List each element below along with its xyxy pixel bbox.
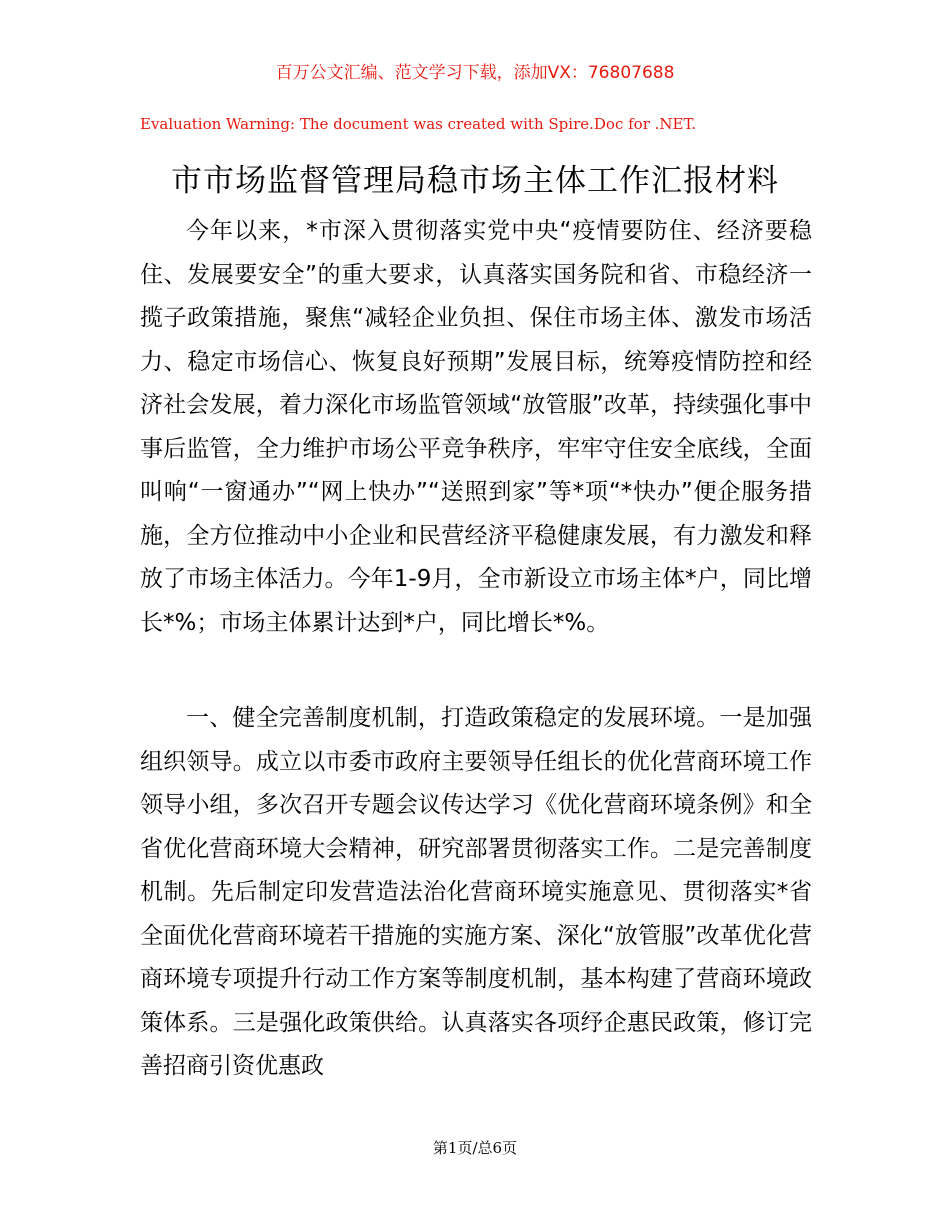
page-number-footer: 第1页/总6页 [432, 1139, 518, 1157]
document-body-section-2 [140, 697, 812, 1089]
header-banner: 百万公文汇编、范文学习下载，添加VX：76807688 [275, 63, 675, 83]
document-title: 市市场监督管理局稳市场主体工作汇报材料 [171, 163, 779, 199]
evaluation-warning: Evaluation Warning: The document was created with Spire.Doc for .NET. [140, 115, 697, 133]
paragraph-intro: 今年以来，*市深入贯彻落实党中央“疫情要防住、经济要稳住、发展要安全”的重大要求，认真落实国务院和省、市稳经济一揽子政策措施，聚焦“减轻企业负担、保住市场主体、激发市场活力、稳定市场信心、恢复良好预期”发展目标，统筹疫情防控和经济社会发展，着力深化市场监管领域“放管服”改革，持续强化事中事后监管，全力维护市场公平竞争秩序，牢牢守住安全底线，全面叫响“一窗通办”“网上快办”“送照到家”等*项“*快办”便企服务措施，全方位推动中小企业和民营经济平稳健康发展，有力激发和释放了市场主体活力。今年1-9月，全市新设立市场主体*户，同比增长*%；市场主体累计达到*户，同比增长*%。 [140, 218, 812, 636]
paragraph-section-one: 一、健全完善制度机制，打造政策稳定的发展环境。一是加强组织领导。成立以市委市政府主要领导任组长的优化营商环境工作领导小组，多次召开专题会议传达学习《优化营商环境条例》和全省优化营商环境大会精神，研究部署贯彻落实工作。二是完善制度机制。先后制定印发营造法治化营商环境实施意见、贯彻落实*省全面优化营商环境若干措施的实施方案、深化“放管服”改革优化营商环境专项提升行动工作方案等制度机制，基本构建了营商环境政策体系。三是强化政策供给。认真落实各项纾企惠民政策，修订完善招商引资优惠政 [140, 705, 812, 1079]
document-body-section-1 [140, 210, 812, 645]
